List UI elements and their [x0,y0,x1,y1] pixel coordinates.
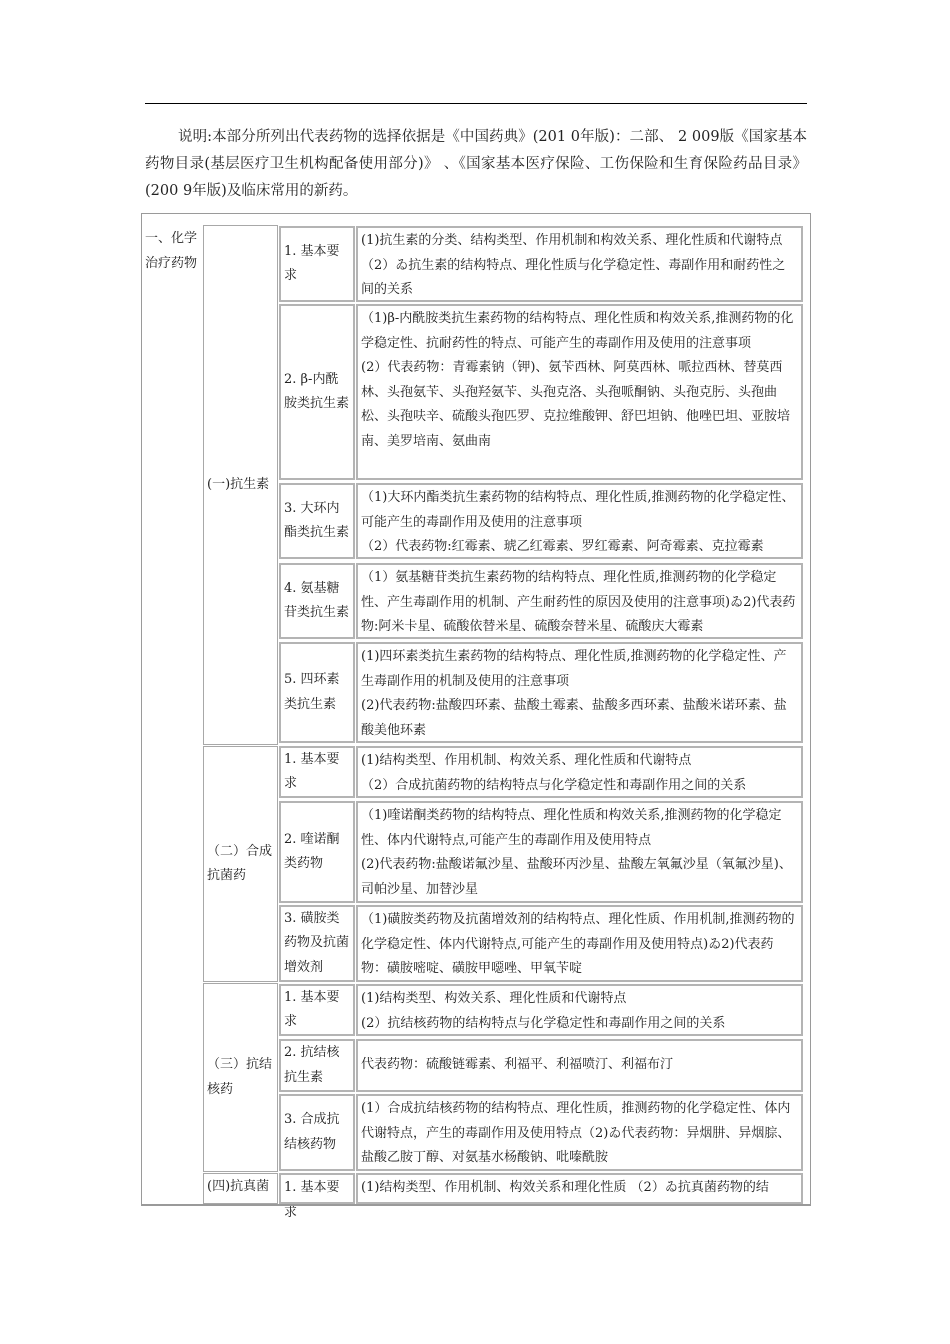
row-label: 4. 氨基糖苷类抗生素 [279,563,355,639]
row-description: (1)四环素类抗生素药物的结构特点、理化性质,推测药物的化学稳定性、产生毒副作用的机制及使用的注意事项 (2)代表药物:盐酸四环素、盐酸土霉素、盐酸多西环素、盐酸米诺环素、盐酸美他环素 [356,642,803,743]
group-label-antifungal: (四)抗真菌 [203,1173,278,1204]
row-description: (1)结构类型、作用机制、构效关系、理化性质和代谢特点 （2）合成抗菌药物的结构特点与化学稳定性和毒副作用之间的关系 [356,746,803,798]
row-label: 2. 喹诺酮类药物 [279,801,355,903]
row-label: 2. 抗结核抗生素 [279,1039,355,1092]
row-label: 1. 基本要求 [279,984,355,1036]
row-label: 3. 合成抗结核药物 [279,1094,355,1171]
row-description: （1)磺胺类药物及抗菌增效剂的结构特点、理化性质、作用机制,推测药物的化学稳定性、体内代谢特点,可能产生的毒副作用及使用特点)ゐ2)代表药物：磺胺嘧啶、磺胺甲噁唑、甲氧苄啶 [356,905,803,982]
row-label: 1. 基本要求 [279,226,355,302]
row-label: 5. 四环素类抗生素 [279,642,355,743]
intro-paragraph: 说明:本部分所列出代表药物的选择依据是《中国药典》(201 0年版)：二部、 2 009版《国家基本药物目录(基层医疗卫生机构配备使用部分)》 、《国家基本医疗保险、工伤保险和生育保险药品目录》(200 9年版)及临床常用的新药。 [145,129,807,199]
row-description: (1）合成抗结核药物的结构特点、理化性质，推测药物的化学稳定性、体内代谢特点，产生的毒副作用及使用特点（2)ゐ代表药物：异烟肼、异烟腙、盐酸乙胺丁醇、对氨基水杨酸钠、吡嗪酰胺 [356,1094,803,1171]
group-label-antibiotics: (一)抗生素 [203,225,278,745]
header-rule [145,103,807,104]
chapter-label: 一、化学治疗药物 [145,231,198,271]
row-description: (1)结构类型、作用机制、构效关系和理化性质 （2）ゐ抗真菌药物的结 [356,1173,803,1204]
row-label: 2. β-内酰胺类抗生素 [279,304,355,480]
row-description: （1)β-内酰胺类抗生素药物的结构特点、理化性质和构效关系,推测药物的化学稳定性、抗耐药性的特点、可能产生的毒副作用及使用的注意事项 (2）代表药物：青霉素钠（钾)、氨苄西林、阿莫西林、哌拉西林、替莫西林、头孢氨苄、头孢羟氨苄、头孢克洛、头孢哌酮钠、头孢克肟、头孢曲松、头孢呋辛、硫酸头孢匹罗、克拉维酸钾、舒巴坦钠、他唑巴坦、亚胺培南、美罗培南、氨曲南 [356,304,803,480]
table-cutoff-edge [141,1204,811,1206]
row-description: 代表药物：硫酸链霉素、利福平、利福喷汀、利福布汀 [356,1039,803,1092]
row-description: （1)喹诺酮类药物的结构特点、理化性质和构效关系,推测药物的化学稳定性、体内代谢特点,可能产生的毒副作用及使用特点 (2)代表药物:盐酸诺氟沙星、盐酸环丙沙星、盐酸左氧氟沙星（氧氟沙星)、司帕沙星、加替沙星 [356,801,803,903]
row-label: 1. 基本要求 [279,1173,355,1204]
group-label-synthetic-antibacterial: （二）合成抗菌药 [203,746,278,982]
row-label: 1. 基本要求 [279,746,355,798]
row-description: （1)大环内酯类抗生素药物的结构特点、理化性质,推测药物的化学稳定性、可能产生的毒副作用及使用的注意事项 （2）代表药物:红霉素、琥乙红霉素、罗红霉素、阿奇霉素、克拉霉素 [356,483,803,559]
row-label: 3. 大环内酯类抗生素 [279,483,355,559]
row-description: (1)抗生素的分类、结构类型、作用机制和构效关系、理化性质和代谢特点（2）ゐ抗生素的结构特点、理化性质与化学稳定性、毒副作用和耐药性之间的关系 [356,226,803,302]
row-description: （1）氨基糖苷类抗生素药物的结构特点、理化性质,推测药物的化学稳定性、产生毒副作用的机制、产生耐药性的原因及使用的注意事项)ゐ2)代表药物:阿米卡星、硫酸依替米星、硫酸奈替米星、硫酸庆大霉素 [356,563,803,639]
group-label-antituberculosis: （三）抗结核药 [203,983,278,1172]
row-label: 3. 磺胺类药物及抗菌增效剂 [279,905,355,982]
row-description: (1)结构类型、构效关系、理化性质和代谢特点 (2）抗结核药物的结构特点与化学稳定性和毒副作用之间的关系 [356,984,803,1036]
